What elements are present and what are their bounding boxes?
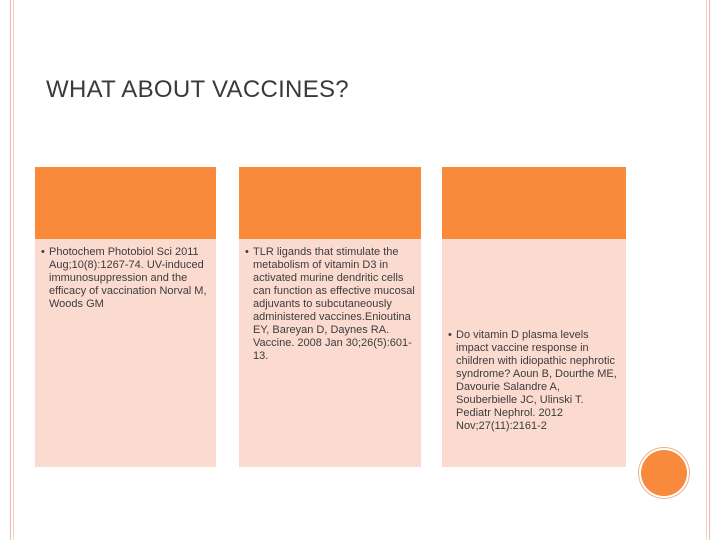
decorative-circle-icon	[641, 450, 687, 496]
reference-text: TLR ligands that stimulate the metabolism of vitamin D3 in activated murine dendritic cells can function as effective mucosal adjuvants to subcutaneously administered vaccines.Enioutina EY, Bareyan D, Daynes RA. Vaccine. 2008 Jan 30;26(5):601-13.	[253, 246, 415, 362]
bullet-icon: •	[245, 246, 249, 258]
reference-column-3	[442, 167, 626, 467]
reference-item	[41, 246, 210, 311]
column-header	[239, 167, 421, 239]
bullet-icon: •	[448, 329, 452, 341]
slide-title: WHAT ABOUT VACCINES?	[46, 76, 349, 103]
reference-item	[245, 246, 415, 363]
column-header	[35, 167, 216, 239]
reference-item	[448, 329, 620, 433]
column-body	[239, 239, 421, 467]
column-header	[442, 167, 626, 239]
bullet-icon: •	[41, 246, 45, 258]
column-body	[35, 239, 216, 467]
reference-column-1	[35, 167, 216, 467]
reference-column-2	[239, 167, 421, 467]
reference-text: Do vitamin D plasma levels impact vaccine response in children with idiopathic nephrotic syndrome? Aoun B, Dourthe ME, Davourie Salandre A, Souberbielle JC, Ulinski T. Pediatr Nephrol. 2012 Nov;27(11):2161-2	[456, 329, 617, 432]
column-body	[442, 239, 626, 467]
reference-text: Photochem Photobiol Sci 2011 Aug;10(8):1267-74. UV-induced immunosuppression and the efficacy of vaccination Norval M, Woods GM	[49, 246, 207, 310]
